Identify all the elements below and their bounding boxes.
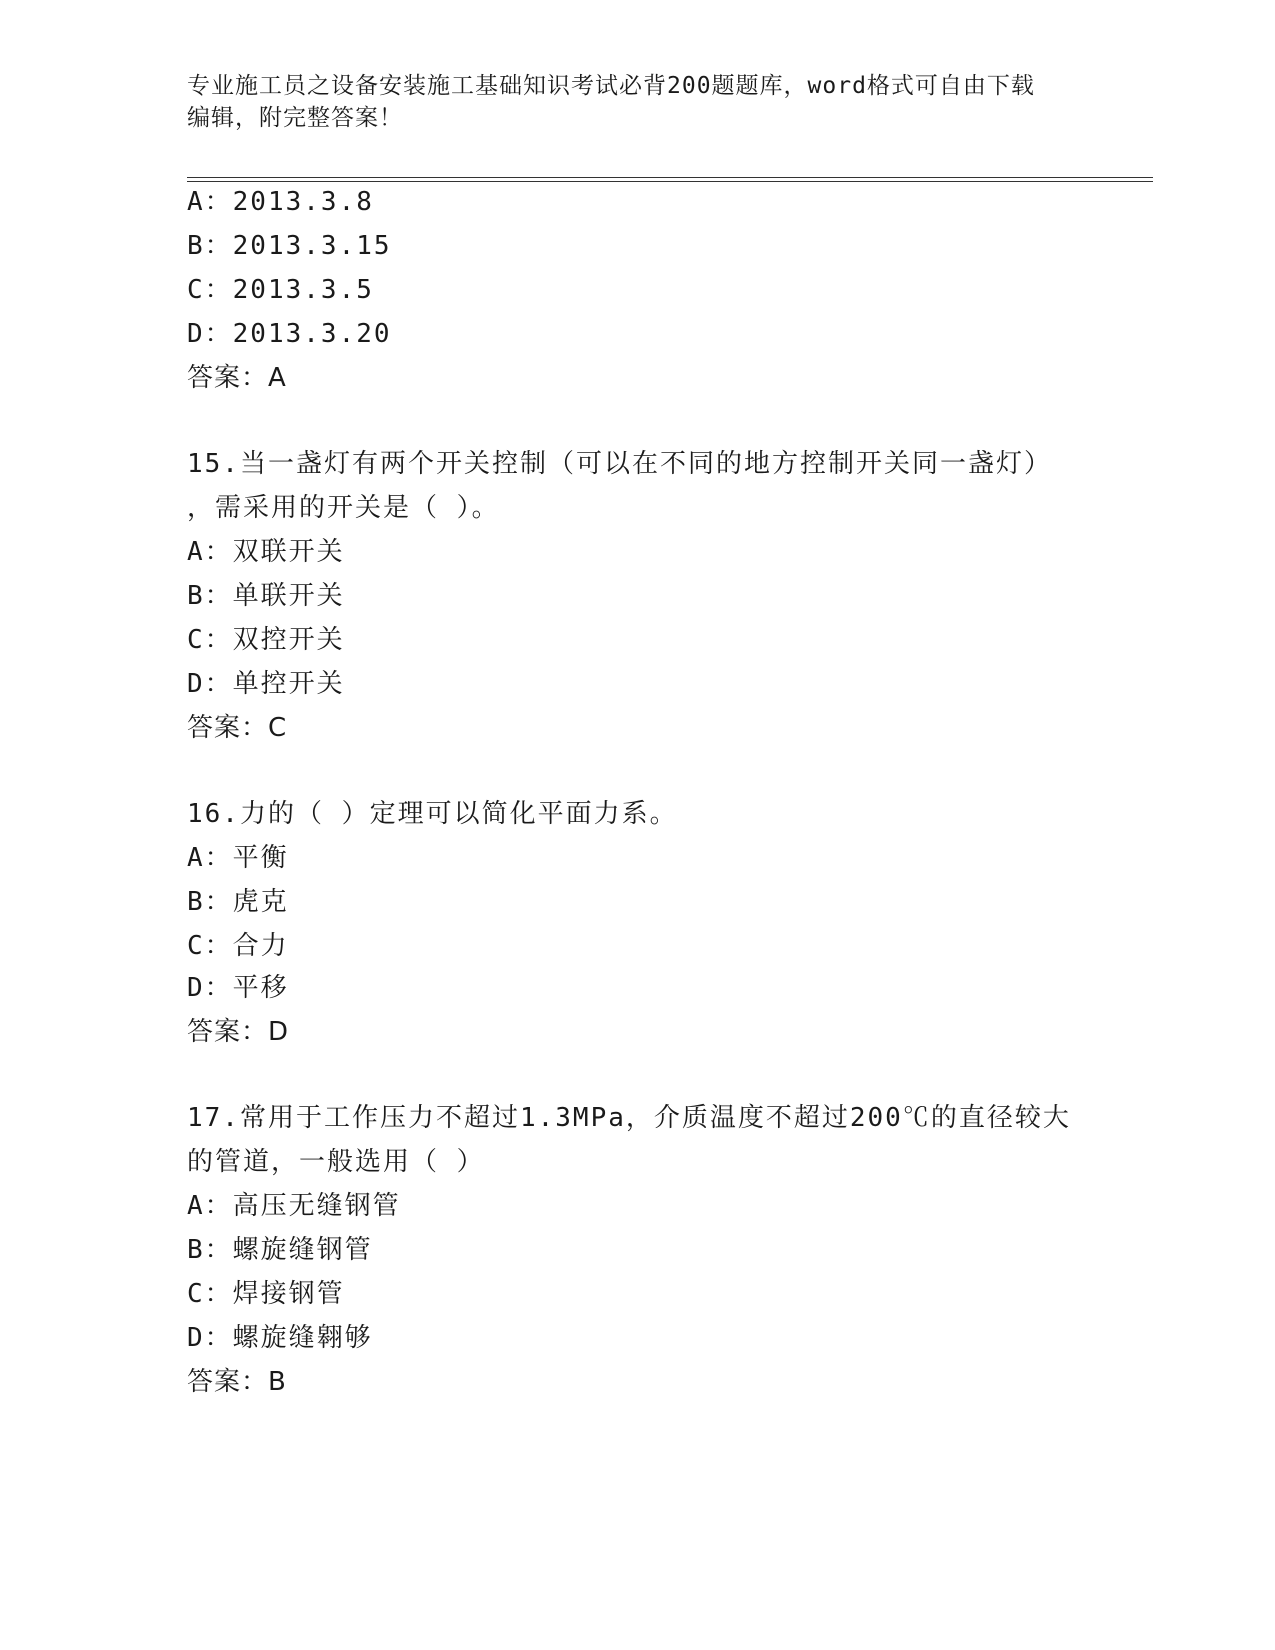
q16-option-b: B：虎克	[187, 887, 289, 917]
q17-stem-line-1: 17.常用于工作压力不超过1.3MPa，介质温度不超过200℃的直径较大	[187, 1103, 1071, 1133]
q17-option-b: B：螺旋缝钢管	[187, 1235, 373, 1265]
q14-answer: 答案：A	[187, 363, 287, 393]
q14-option-a: A：2013.3.8	[187, 187, 374, 217]
q17-stem-line-2: 的管道，一般选用（ ）	[187, 1147, 485, 1177]
q14-option-d: D：2013.3.20	[187, 319, 392, 349]
q15-option-a: A：双联开关	[187, 537, 345, 567]
q15-answer: 答案：C	[187, 713, 288, 743]
q16-option-c: C：合力	[187, 931, 289, 961]
q16-option-d: D：平移	[187, 973, 289, 1003]
q17-option-a: A：高压无缝钢管	[187, 1191, 401, 1221]
q15-option-c: C：双控开关	[187, 625, 345, 655]
q17-option-d: D：螺旋缝翱够	[187, 1323, 373, 1353]
q16-answer: 答案：D	[187, 1017, 290, 1047]
q15-stem-line-2: ，需采用的开关是（ ）。	[187, 493, 500, 523]
header-divider	[187, 177, 1153, 182]
q17-answer: 答案：B	[187, 1367, 287, 1397]
q16-stem-line-1: 16.力的（ ）定理可以简化平面力系。	[187, 799, 678, 829]
document-header	[187, 70, 1087, 134]
q14-option-c: C：2013.3.5	[187, 275, 374, 305]
q16-option-a: A：平衡	[187, 843, 289, 873]
q15-stem-line-1: 15.当一盏灯有两个开关控制（可以在不同的地方控制开关同一盏灯）	[187, 449, 1052, 479]
q15-option-d: D：单控开关	[187, 669, 345, 699]
q15-option-b: B：单联开关	[187, 581, 345, 611]
q17-option-c: C：焊接钢管	[187, 1279, 345, 1309]
header-title-line-1: 专业施工员之设备安装施工基础知识考试必背200题题库，word格式可自由下载	[187, 73, 1035, 99]
q14-option-b: B：2013.3.15	[187, 231, 392, 261]
header-title-line-2: 编辑，附完整答案！	[187, 105, 403, 131]
